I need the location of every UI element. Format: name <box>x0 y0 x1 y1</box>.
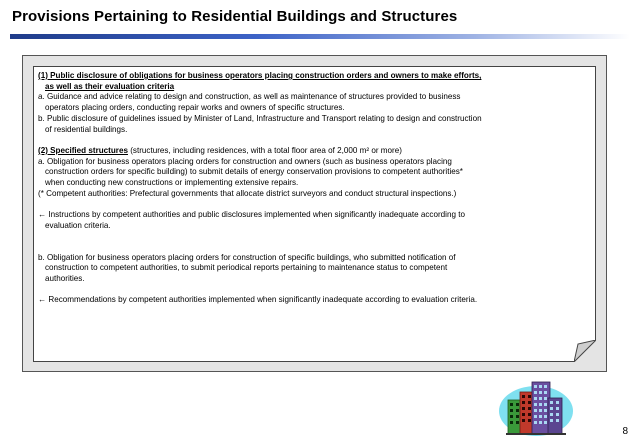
section2-item-b-cont2: authorities. <box>45 273 85 283</box>
spacer <box>38 232 590 253</box>
section1-heading-cont: as well as their evaluation criteria <box>45 81 175 91</box>
section2-heading-line <box>38 146 590 157</box>
section2-item-a-cont1: construction orders for specific building) to submit details of energy conservation provisions to competent authorities* <box>45 167 463 177</box>
section2-arrow-a: ← Instructions by competent authorities and public disclosures implemented when significantly inadequate according to <box>38 210 465 220</box>
note-content <box>38 71 590 306</box>
section2-item-a-cont2: when conducting new constructions or implementing extensive repairs. <box>45 178 299 188</box>
section1-item-b-cont: of residential buildings. <box>45 124 128 134</box>
section2-arrow-a-cont: evaluation criteria. <box>45 220 111 230</box>
section1-item-a-cont: operators placing orders, conducting repair works and owners of specific structures. <box>45 103 345 113</box>
section2-arrow-b: ← Recommendations by competent authorities implemented when significantly inadequate according to evaluation criteria. <box>38 295 478 305</box>
page-number: 8 <box>622 426 628 437</box>
section1-item-a: a. Guidance and advice relating to design and construction, as well as maintenance of structures provided to business <box>38 92 461 102</box>
section2-item-b: b. Obligation for business operators placing orders for construction of specific buildings, who submitted notification of <box>38 252 456 262</box>
page-curl-icon <box>574 340 596 362</box>
city-buildings-icon <box>498 378 574 438</box>
page-title: Provisions Pertaining to Residential Buildings and Structures <box>12 8 458 25</box>
section2-heading-suffix: (structures, including residences, with a total floor area of 2,000 m² or more) <box>127 145 402 155</box>
spacer <box>38 285 590 296</box>
section1-heading: (1) Public disclosure of obligations for business operators placing construction orders and owners to make efforts, <box>38 71 482 80</box>
section2-footnote: (* Competent authorities: Prefectural governments that allocate district surveyors and conduct structural inspections.) <box>38 188 457 198</box>
section2-item-a: a. Obligation for business operators placing orders for construction and owners (such as business operators placing <box>38 156 452 166</box>
section2-item-b-cont1: construction to competent authorities, to submit periodical reports pertaining to maintenance status to competent <box>45 263 448 273</box>
section2-heading: (2) Specified structures <box>38 145 128 155</box>
spacer <box>38 199 590 210</box>
title-underline <box>10 34 630 39</box>
spacer <box>38 135 590 146</box>
section1-item-b: b. Public disclosure of guidelines issued by Minister of Land, Infrastructure and Transport relating to design and construction <box>38 113 482 123</box>
